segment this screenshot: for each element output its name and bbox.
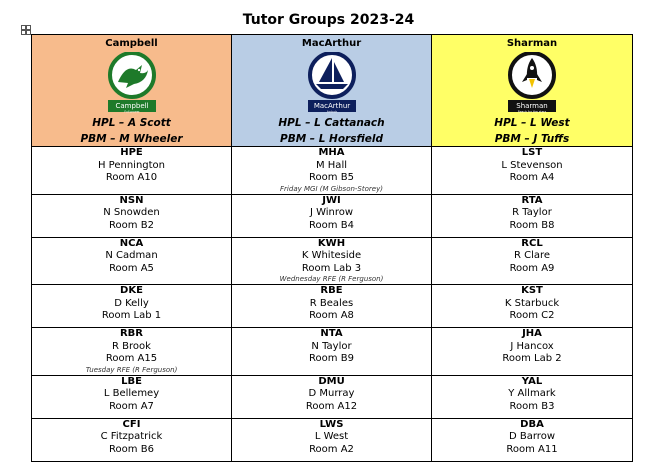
table-row <box>32 285 633 328</box>
house-hpl: HPL – L Cattanach <box>278 117 385 129</box>
house-campbell <box>32 35 232 147</box>
tutor-group-cell <box>432 194 633 237</box>
tutor-group-cell <box>432 375 633 418</box>
tutor-name: N Taylor <box>311 340 352 352</box>
group-code: NSN <box>119 194 144 206</box>
group-code: MHA <box>318 147 345 158</box>
page-title: Tutor Groups 2023-24 <box>242 12 415 28</box>
tutor-name: D Murray <box>308 388 355 399</box>
tutor-name: Y Allmark <box>508 388 556 399</box>
tutor-group-cell <box>32 194 232 237</box>
table-row <box>32 147 633 195</box>
room: Room A2 <box>309 443 354 455</box>
room: Room B2 <box>109 219 154 231</box>
house-pbm: PBM – M Wheeler <box>80 133 183 145</box>
group-code: KST <box>521 285 543 296</box>
room: Room A10 <box>105 172 158 183</box>
tutor-name: K Whiteside <box>301 250 362 261</box>
group-code: YAL <box>521 375 543 387</box>
group-code: RBE <box>320 285 343 296</box>
group-code: NCA <box>119 237 144 249</box>
group-code: CFI <box>122 418 141 430</box>
tutor-name: L Bellemey <box>103 388 160 399</box>
cover-note: Tuesday RFE (R Ferguson) <box>85 365 178 374</box>
sharman-badge-text: Sharman <box>516 102 548 110</box>
macarthur-motto-text: Ardoch <box>326 109 337 114</box>
tutor-name: J Winrow <box>309 207 354 218</box>
group-code: DMU <box>318 375 345 387</box>
tutor-group-cell <box>432 147 633 195</box>
house-hpl: HPL – A Scott <box>92 117 171 129</box>
cover-note: Wednesday RFE (R Ferguson) <box>279 275 384 283</box>
group-code: JWI <box>322 194 341 206</box>
tutor-group-cell <box>432 285 633 328</box>
room: Room A12 <box>305 400 358 412</box>
tutor-name: M Hall <box>315 159 347 171</box>
sharman-motto-text: Reach for the stars <box>517 109 547 114</box>
room: Room A4 <box>509 172 555 183</box>
room: Room Lab 3 <box>301 262 362 274</box>
tutor-name: N Cadman <box>105 250 158 261</box>
tutor-group-cell <box>32 285 232 328</box>
group-code: RTA <box>521 194 543 206</box>
tutor-group-cell <box>232 328 432 376</box>
tutor-groups-table <box>31 34 633 462</box>
room: Room B5 <box>309 172 354 183</box>
room: Room B8 <box>509 219 555 231</box>
house-name: Sharman <box>506 38 558 49</box>
tutor-name: R Beales <box>309 297 354 309</box>
group-code: RCL <box>521 237 543 249</box>
room: Room A11 <box>506 443 558 455</box>
group-code: RBR <box>119 328 144 339</box>
table-row <box>32 237 633 285</box>
room: Room B3 <box>509 400 555 412</box>
house-pbm: PBM – J Tuffs <box>494 133 570 145</box>
tutor-group-cell <box>232 147 432 195</box>
tutor-name: C Fitzpatrick <box>100 431 163 442</box>
room: Room A7 <box>109 400 154 412</box>
tutor-name: D Kelly <box>114 297 149 309</box>
house-macarthur <box>232 35 432 147</box>
group-code: HPE <box>120 147 143 158</box>
tutor-name: R Clare <box>513 250 551 261</box>
tutor-name: R Taylor <box>512 207 552 218</box>
sharman-rocket-logo <box>506 52 558 114</box>
house-sharman <box>432 35 633 147</box>
room: Room A8 <box>309 310 354 321</box>
macarthur-badge-text: MacArthur <box>313 102 350 110</box>
campbell-badge-text: Campbell <box>114 102 149 110</box>
tutor-name: D Barrow <box>509 431 555 442</box>
house-name: Campbell <box>105 38 158 49</box>
tutor-group-cell <box>32 328 232 376</box>
room: Room A9 <box>509 262 555 274</box>
house-pbm: PBM – L Horsfield <box>280 133 383 145</box>
group-code: LST <box>521 147 543 158</box>
tutor-name: J Hancox <box>510 340 554 352</box>
tutor-group-cell <box>432 237 633 285</box>
room: Room B6 <box>109 443 154 455</box>
group-code: DKE <box>120 285 143 296</box>
room: Room B4 <box>309 219 354 231</box>
house-hpl: HPL – L West <box>494 117 570 129</box>
room: Room C2 <box>509 310 555 321</box>
group-code: JHA <box>522 328 542 339</box>
tutor-group-cell <box>232 194 432 237</box>
house-name: MacArthur <box>301 38 362 49</box>
group-code: DBA <box>520 418 544 430</box>
group-code: NTA <box>320 328 343 339</box>
room: Room A5 <box>109 262 154 274</box>
group-code: LBE <box>121 375 142 387</box>
group-code: LWS <box>319 418 344 430</box>
table-row <box>32 194 633 237</box>
tutor-group-cell <box>232 375 432 418</box>
tutor-group-cell <box>432 328 633 376</box>
room: Room A15 <box>105 353 158 364</box>
tutor-name: L Stevenson <box>501 159 563 171</box>
table-row <box>32 375 633 418</box>
group-code: KWH <box>317 237 346 249</box>
cover-note: Friday MGI (M Gibson-Storey) <box>280 184 383 193</box>
house-header-row <box>32 35 633 147</box>
tutor-name: R Brook <box>112 340 151 352</box>
tutor-group-cell <box>32 147 232 195</box>
macarthur-boat-logo <box>306 52 358 114</box>
tutor-group-cell <box>32 375 232 418</box>
table-row <box>32 328 633 376</box>
campbell-motto-text: Full power <box>123 109 140 114</box>
room: Room B9 <box>309 353 354 364</box>
tutor-group-cell <box>32 237 232 285</box>
tutor-name: H Pennington <box>97 159 166 171</box>
tutor-group-cell <box>232 285 432 328</box>
room: Room Lab 1 <box>101 310 162 321</box>
tutor-name: N Snowden <box>103 207 160 218</box>
tutor-name: L West <box>314 431 349 442</box>
tutor-group-cell <box>232 237 432 285</box>
campbell-bird-logo <box>106 52 158 114</box>
tutor-name: K Starbuck <box>504 297 560 309</box>
room: Room Lab 2 <box>502 353 562 364</box>
